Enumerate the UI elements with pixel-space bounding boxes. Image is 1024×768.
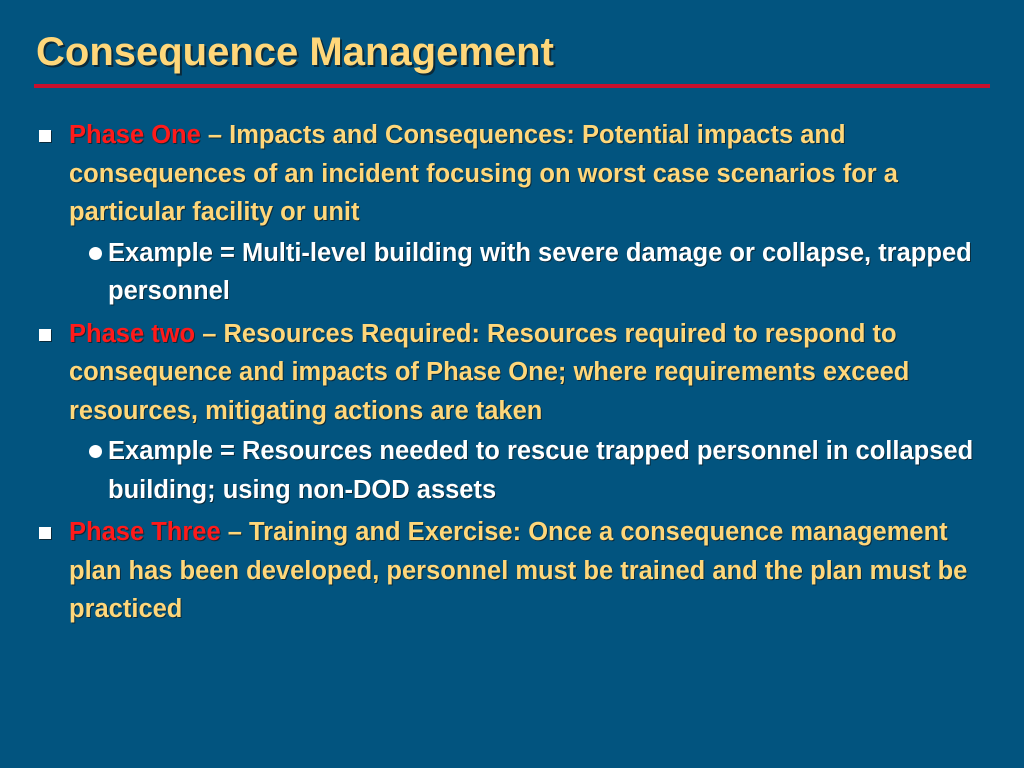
bullet-phase-one	[36, 116, 996, 232]
phase-label: Phase two	[69, 319, 196, 348]
bullet-phase-three	[36, 513, 996, 629]
sub-bullet-text: Example = Multi-level building with severe damage or collapse, trapped personnel	[108, 238, 972, 305]
title-underline	[34, 84, 990, 88]
sub-bullet-text: Example = Resources needed to rescue trapped personnel in collapsed building; using non-DOD assets	[108, 437, 974, 504]
bullet-phase-two	[36, 315, 996, 431]
sub-bullet-example-one	[75, 234, 996, 311]
phase-label: Phase Three	[69, 518, 221, 546]
bullet-list	[36, 116, 996, 631]
bullet-text: – Impacts and Consequences: Potential impacts and consequences of an incident focusing on worst case scenarios for a particular facility or unit	[69, 121, 898, 226]
phase-label: Phase One	[69, 121, 201, 149]
square-bullet-icon	[39, 329, 51, 341]
sub-bullet-example-two	[75, 432, 996, 509]
round-bullet-icon	[89, 247, 102, 260]
square-bullet-icon	[39, 527, 51, 539]
slide-title: Consequence Management	[36, 30, 554, 74]
round-bullet-icon	[89, 445, 102, 458]
square-bullet-icon	[39, 130, 51, 142]
bullet-text: – Resources Required: Resources required to respond to consequence and impacts of Phase One; where requirements exceed resources, mitigating actions are taken	[69, 319, 910, 425]
bullet-text: – Training and Exercise: Once a consequence management plan has been developed, personnel must be trained and the plan must be practiced	[69, 518, 968, 623]
